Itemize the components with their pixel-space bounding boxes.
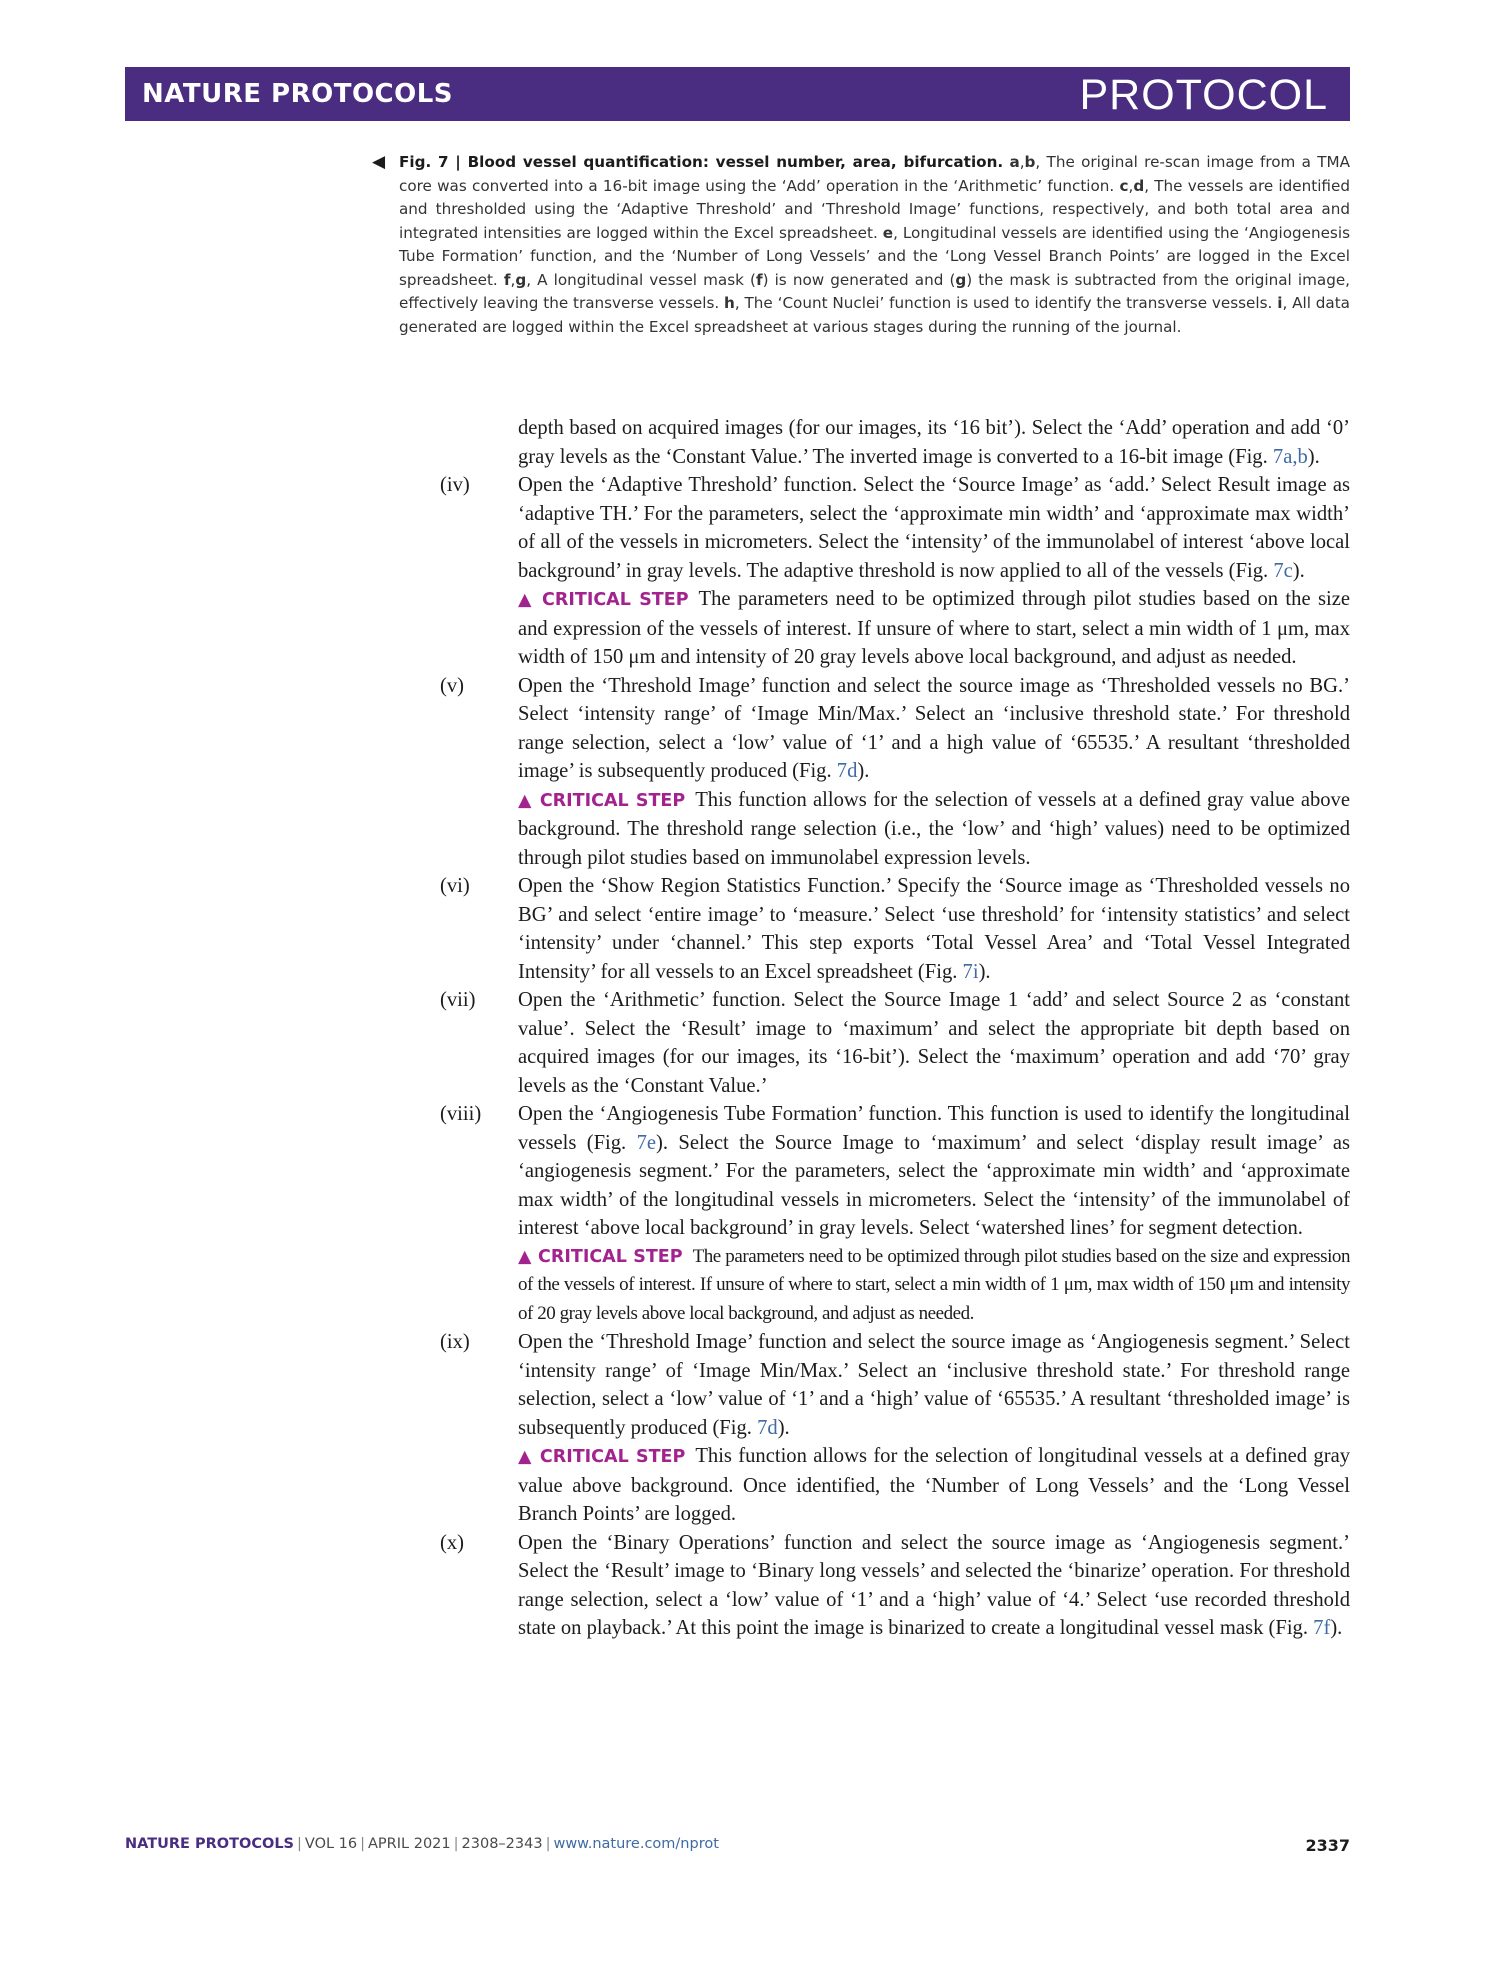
figure-link[interactable]: 7e xyxy=(636,1131,657,1154)
figure-link[interactable]: 7c xyxy=(1273,559,1293,582)
critical-step-note: ▲ CRITICAL STEP The parameters need to be optimized through pilot studies based on the size and expression of the vessels of interest. If unsure of where to start, select a min width of 1 μm, max width of 150 μm and intensity of 20 gray levels above local background, and adjust as needed. xyxy=(518,1245,1351,1324)
panel-label: b xyxy=(1024,153,1036,171)
caption-text: ) the mask is subtracted from the original image, effectively leaving the transverse vessels. xyxy=(399,270,1351,312)
panel-label: g xyxy=(515,270,527,289)
footer-date: APRIL 2021 xyxy=(368,1836,451,1852)
step-number: (iv) xyxy=(440,474,470,496)
page-footer: NATURE PROTOCOLS | VOL 16 | APRIL 2021 | 2308–2343 | www.nature.com/nprot 2337 xyxy=(125,1836,1350,1855)
footer-pages: 2308–2343 xyxy=(461,1836,543,1852)
critical-step-note: ▲ CRITICAL STEP This function allows for the selection of longitudinal vessels at a defined gray value above background. Once identified, the ‘Number of Long Vessels’ and the ‘Long Vessel Branch Points’ are logged. xyxy=(518,1445,1351,1525)
figure-caption: ◀ Fig. 7 | Blood vessel quantification: vessel number, area, bifurcation. a,b, The original re-scan image from a TMA core was converted into a 16-bit image using the ‘Add’ operation in the ‘Arithmetic’ function. c,d, The vessels are identified and thresholded using the ‘Adaptive Threshold’ and ‘Threshold Image’ functions, respectively, and both total area and integrated intensities are logged within the Excel spreadsheet. e, Longitudinal vessels are identified using the ‘Angiogenesis Tube Formation’ function, and the ‘Number of Long Vessels’ and the ‘Long Vessel Branch Points’ are logged in the Excel spreadsheet. f,g, A longitudinal vessel mask (f) is now generated and (g) the mask is subtracted from the original image, effectively leaving the transverse vessels. h, The ‘Count Nuclei’ function is used to identify the transverse vessels. i, All data generated are logged within the Excel spreadsheet at various stages during the running of the journal. xyxy=(372,152,1351,336)
figure-link[interactable]: 7i xyxy=(962,960,979,983)
journal-header-bar xyxy=(125,67,1350,121)
critical-step-label: ▲ CRITICAL STEP xyxy=(518,1447,686,1467)
panel-label: f xyxy=(755,270,763,289)
step-number: (vii) xyxy=(440,989,476,1011)
step-iv: (iv) Open the ‘Adaptive Threshold’ function. Select the ‘Source Image’ as ‘add.’ Select Result image as ‘adaptive TH.’ For the parameters, select the ‘approximate min width’ and ‘approximate max width’ of all of the vessels in micrometers. Select the ‘intensity’ of the immunolabel of interest ‘above local background’ in gray levels. The adaptive threshold is now applied to all of the vessels (Fig. 7c). xyxy=(440,471,1350,585)
panel-label: f xyxy=(503,270,511,289)
journal-name: NATURE PROTOCOLS xyxy=(142,79,454,109)
step-vii: (vii) Open the ‘Arithmetic’ function. Select the Source Image 1 ‘add’ and select Source 2 as ‘constant value’. Select the ‘Result’ image to ‘maximum’ and select the appropriate bit depth based on acquired images (for our images, its ‘16-bit’). Select the ‘maximum’ operation and add ‘70’ gray levels as the ‘Constant Value.’ xyxy=(440,986,1350,1100)
figure-link[interactable]: 7a,b xyxy=(1272,445,1308,468)
step-number: (x) xyxy=(440,1531,465,1554)
critical-step-note: ▲ CRITICAL STEP The parameters need to be optimized through pilot studies based on the size and expression of the vessels of interest. If unsure of where to start, select a min width of 1 μm, max width of 150 μm and intensity of 20 gray levels above local background, and adjust as needed. xyxy=(518,588,1351,668)
panel-label: d xyxy=(1133,176,1145,195)
step-x: (x) Open the ‘Binary Operations’ function and select the source image as ‘Angiogenesis segment.’ Select the ‘Result’ image to ‘Binary long vessels’ and selected the ‘binarize’ operation. For threshold range selection, select a ‘low’ value of ‘1’ and a ‘high’ value of ‘4.’ Select ‘use recorded threshold state on playback.’ At this point the image is binarized to create a longitudinal vessel mask (Fig. 7f). xyxy=(440,1529,1350,1643)
step-number: (ix) xyxy=(440,1331,470,1353)
step-viii: (viii) Open the ‘Angiogenesis Tube Formation’ function. This function is used to identify the longitudinal vessels (Fig. 7e). Select the Source Image to ‘maximum’ and select ‘display result image’ as ‘angiogenesis segment.’ For the parameters, select the ‘approximate min width’ and ‘approximate max width’ of the longitudinal vessels in micrometers. Select the ‘intensity’ of the immunolabel of interest ‘above local background’ in gray levels. Select ‘watershed lines’ for segment detection. xyxy=(440,1100,1350,1243)
page-number: 2337 xyxy=(1305,1836,1350,1855)
panel-label: h xyxy=(724,294,735,312)
footer-url-link[interactable]: www.nature.com/nprot xyxy=(553,1836,719,1852)
step-number: (vi) xyxy=(440,875,470,897)
left-arrow-icon: ◀ xyxy=(372,152,386,172)
footer-volume: VOL 16 xyxy=(304,1836,358,1852)
critical-step-label: ▲ CRITICAL STEP xyxy=(518,1246,683,1267)
figure-link[interactable]: 7d xyxy=(757,1416,778,1439)
caption-text: , A longitudinal vessel mask ( xyxy=(526,270,756,289)
critical-step-label: ▲ CRITICAL STEP xyxy=(518,790,686,811)
panel-label: a xyxy=(1009,153,1020,171)
panel-label: g xyxy=(955,270,967,289)
caption-text: , The original re-scan image from a TMA core was converted into a 16-bit image using the ‘Add’ operation in the ‘Arithmetic’ function. xyxy=(399,153,1350,195)
critical-step-note: ▲ CRITICAL STEP This function allows for the selection of vessels at a defined gray value above background. The threshold range selection (i.e., the ‘low’ and ‘high’ values) need to be optimized through pilot studies based on immunolabel expression levels. xyxy=(518,788,1350,869)
caption-text: , All data generated are logged within the Excel spreadsheet at various stages during the running of the journal. xyxy=(399,294,1350,336)
procedure-steps xyxy=(440,414,1350,1643)
panel-label: c xyxy=(1119,176,1129,195)
step-number: (v) xyxy=(440,674,465,697)
caption-text: ) is now generated and ( xyxy=(762,270,956,289)
caption-title: Fig. 7 | Blood vessel quantification: vessel number, area, bifurcation. xyxy=(399,153,1004,171)
figure-link[interactable]: 7d xyxy=(836,760,858,782)
caption-text: , The vessels are identified and thresholded using the ‘Adaptive Threshold’ and ‘Threshold Image’ functions, respectively, and both total area and integrated intensities are logged within the Excel spreadsheet. xyxy=(399,176,1350,242)
panel-label: e xyxy=(882,223,894,242)
step-ix: (ix) Open the ‘Threshold Image’ function and select the source image as ‘Angiogenesis segment.’ Select ‘intensity range’ of ‘Image Min/Max.’ Select an ‘inclusive threshold state.’ For threshold range selection, select a ‘low’ value of ‘1’ and a ‘high’ value of ‘65535.’ A resultant ‘thresholded image’ is subsequently produced (Fig. 7d). xyxy=(440,1328,1350,1442)
step-number: (viii) xyxy=(440,1103,482,1125)
step-continuation: depth based on acquired images (for our images, its ‘16 bit’). Select the ‘Add’ operation and add ‘0’ gray levels as the ‘Constant Value.’ The inverted image is converted to a 16-bit image (Fig. 7a,b). xyxy=(518,417,1350,468)
caption-text: , The ‘Count Nuclei’ function is used to identify the transverse vessels. xyxy=(734,294,1278,312)
step-vi: (vi) Open the ‘Show Region Statistics Function.’ Specify the ‘Source image as ‘Thresholded vessels no BG’ and select ‘entire image’ to ‘measure.’ Select ‘use threshold’ for ‘intensity statistics’ and select ‘intensity’ under ‘channel.’ This step exports ‘Total Vessel Area’ and ‘Total Vessel Integrated Intensity’ for all vessels to an Excel spreadsheet (Fig. 7i). xyxy=(440,872,1350,986)
step-v: (v) Open the ‘Threshold Image’ function and select the source image as ‘Thresholded vessels no BG.’ Select ‘intensity range’ of ‘Image Min/Max.’ Select an ‘inclusive threshold state.’ For threshold range selection, select a ‘low’ value of ‘1’ and a high value of ‘65535.’ A resultant ‘thresholded image’ is subsequently produced (Fig. 7d). xyxy=(440,672,1350,786)
footer-journal: NATURE PROTOCOLS xyxy=(125,1836,295,1852)
caption-text: , Longitudinal vessels are identified using the ‘Angiogenesis Tube Formation’ function, and the ‘Number of Long Vessels’ and the ‘Long Vessel Branch Points’ are logged in the Excel spreadsheet. xyxy=(399,223,1350,289)
figure-link[interactable]: 7f xyxy=(1313,1617,1331,1639)
panel-label: i xyxy=(1277,294,1283,312)
section-label: PROTOCOL xyxy=(1079,71,1328,119)
critical-step-label: ▲ CRITICAL STEP xyxy=(518,590,689,610)
